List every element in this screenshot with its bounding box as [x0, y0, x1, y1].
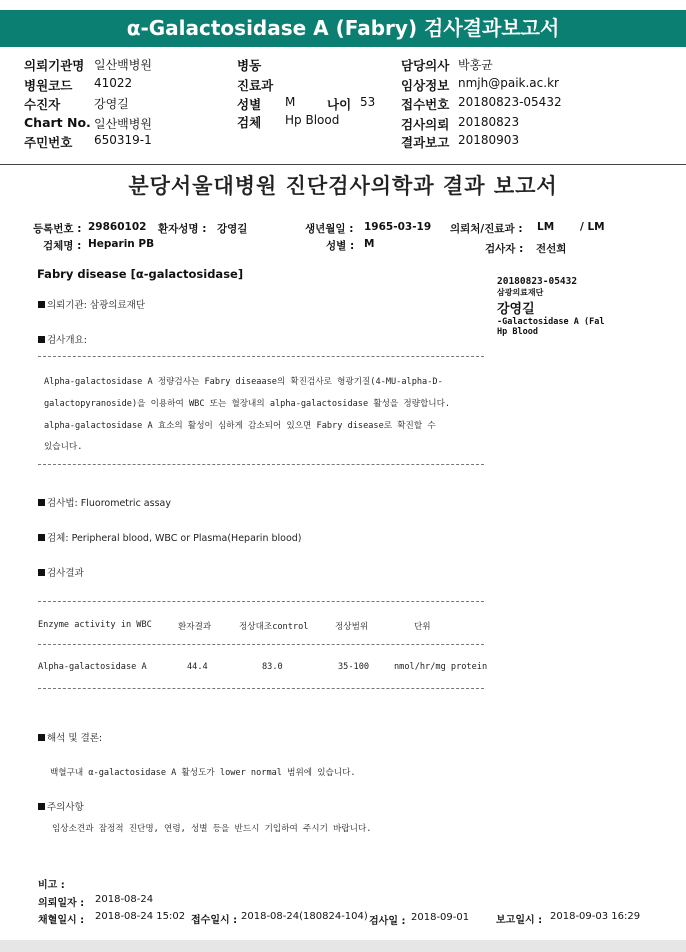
specimen-sticker	[497, 276, 637, 348]
bullet-square-icon	[38, 301, 45, 308]
table-header-patient: 환자결과	[178, 622, 212, 632]
report-sex-value: M	[364, 238, 375, 250]
receipt-label: 접수번호	[401, 97, 450, 112]
sticker-name: 강영길	[497, 302, 535, 317]
test-date-value: 2018-09-01	[411, 912, 470, 923]
age-label: 나이	[327, 97, 352, 112]
report-time-value: 2018-09-03 16:29	[550, 911, 641, 922]
specimen-name-value: Heparin PB	[88, 238, 155, 250]
bullet-square-icon	[38, 569, 45, 576]
institution-label: 의뢰기관명	[24, 58, 85, 73]
bullet-square-icon	[38, 734, 45, 741]
footer-bar	[0, 940, 686, 952]
birth-label: 생년월일 :	[305, 223, 354, 235]
ward-label: 병동	[237, 58, 262, 73]
dashed-divider	[38, 356, 484, 357]
recipient-value: 강영길	[94, 97, 129, 111]
dept-value-1: LM	[537, 221, 555, 233]
overview-heading: 검사개요:	[38, 332, 87, 346]
overview-line-3: alpha-galactosidase A 효소의 활성이 심하게 감소되어 있으면 Fabry disease로 확진할 수	[44, 421, 436, 431]
patient-name-value: 강영길	[217, 223, 248, 235]
report-banner	[0, 10, 686, 47]
specimen-name-label: 검체명 :	[43, 240, 82, 252]
collect-value: 2018-08-24 15:02	[95, 911, 186, 922]
table-header-enzyme: Enzyme activity in WBC	[38, 620, 152, 630]
hospital-code-label: 병원코드	[24, 78, 73, 93]
receive-value: 2018-08-24(180824-104)	[241, 911, 368, 922]
overview-line-2: galactopyranoside)을 이용하여 WBC 또는 혈장내의 alpha-galactosidase 활성을 정량합니다.	[44, 399, 451, 409]
table-cell-range: 35-100	[338, 662, 370, 672]
notes-label: 비고 :	[38, 880, 65, 891]
patient-info-panel	[0, 50, 686, 165]
sex-label: 성별	[237, 97, 262, 112]
table-header-unit: 단위	[414, 622, 431, 632]
sticker-test: -Galactosidase A (Fal	[497, 317, 605, 327]
request-date-label: 의뢰일자 :	[38, 898, 85, 909]
dept-label: 진료과	[237, 78, 274, 93]
sex-value: M	[285, 95, 296, 109]
test-date-label: 검사일 :	[369, 916, 406, 927]
dept-value-2: / LM	[580, 221, 605, 233]
receive-label: 접수일시 :	[191, 915, 238, 926]
age-value: 53	[360, 95, 376, 109]
method: 검사법: Fluorometric assay	[38, 495, 171, 509]
sticker-specimen: Hp Blood	[497, 327, 538, 337]
clinical-value: nmjh@paik.ac.kr	[458, 76, 559, 90]
id-no-value: 650319-1	[94, 133, 152, 147]
request-label: 검사의뢰	[401, 117, 450, 132]
banner-title: α-Galactosidase A (Fabry) 검사결과보고서	[126, 16, 560, 40]
reg-no-label: 등록번호 :	[33, 223, 82, 235]
overview-line-1: Alpha-galactosidase A 정량검사는 Fabry diseaase의 확진검사로 형광기질(4-MU-alpha-D-	[44, 377, 443, 387]
report-title: 분당서울대병원 진단검사의학과 결과 보고서	[128, 174, 558, 198]
sticker-org: 삼광의료재단	[497, 288, 544, 297]
collect-label: 채혈일시 :	[38, 915, 85, 926]
interpretation-heading: 해석 및 결론:	[38, 730, 102, 744]
bullet-square-icon	[38, 336, 45, 343]
report-sex-label: 성별 :	[326, 240, 355, 252]
bullet-square-icon	[38, 534, 45, 541]
id-no-label: 주민번호	[24, 135, 73, 150]
dept-label: 의뢰처/진료과 :	[450, 223, 523, 235]
caution-text: 임상소견과 잠정적 진단명, 연령, 성별 등을 반드시 기입하여 주시기 바랍니다.	[52, 824, 372, 834]
report-date-label: 결과보고	[401, 135, 450, 150]
dashed-divider	[38, 601, 484, 602]
reg-no-value: 29860102	[88, 221, 147, 233]
specimen-value: Hp Blood	[285, 113, 340, 127]
doctor-label: 담당의사	[401, 58, 450, 73]
requesting-org: 의뢰기관: 삼광의료재단	[38, 297, 145, 311]
examiner-value: 전선희	[536, 243, 567, 255]
bullet-square-icon	[38, 803, 45, 810]
birth-value: 1965-03-19	[364, 221, 432, 233]
overview-line-4: 있습니다.	[44, 442, 83, 452]
table-cell-unit: nmol/hr/mg protein	[394, 662, 488, 672]
report-date-value: 20180903	[458, 133, 520, 147]
interpretation-text: 백혈구내 α-galactosidase A 활성도가 lower normal 범위에 있습니다.	[50, 768, 356, 778]
table-header-control: 정상대조control	[239, 622, 309, 632]
chart-no-value: 일산백병원	[94, 117, 152, 131]
clinical-label: 임상정보	[401, 78, 450, 93]
test-name: Fabry disease [α-galactosidase]	[37, 267, 244, 281]
dashed-divider	[38, 644, 484, 645]
institution-value: 일산백병원	[94, 58, 152, 72]
request-value: 20180823	[458, 115, 520, 129]
examiner-label: 검사자 :	[485, 243, 524, 255]
report-time-label: 보고일시 :	[496, 915, 543, 926]
bullet-square-icon	[38, 499, 45, 506]
receipt-value: 20180823-05432	[458, 95, 562, 109]
hospital-code-value: 41022	[94, 76, 133, 90]
specimen-label: 검체	[237, 115, 262, 130]
table-cell-analyte: Alpha-galactosidase A	[38, 662, 147, 672]
table-header-range: 정상범위	[335, 622, 369, 632]
dashed-divider	[38, 464, 484, 465]
request-date-value: 2018-08-24	[95, 894, 154, 905]
info-divider	[0, 164, 686, 165]
specimen-type: 검체: Peripheral blood, WBC or Plasma(Heparin blood)	[38, 530, 302, 544]
lab-report-sheet	[0, 168, 686, 940]
table-cell-patient: 44.4	[187, 662, 208, 672]
sticker-code: 20180823-05432	[497, 276, 578, 287]
chart-no-label: Chart No.	[24, 115, 91, 130]
results-heading: 검사결과	[38, 565, 84, 579]
table-cell-control: 83.0	[262, 662, 283, 672]
dashed-divider	[38, 688, 484, 689]
patient-name-label: 환자성명 :	[158, 223, 207, 235]
recipient-label: 수진자	[24, 97, 61, 112]
doctor-value: 박홍균	[458, 58, 493, 72]
caution-heading: 주의사항	[38, 799, 84, 813]
